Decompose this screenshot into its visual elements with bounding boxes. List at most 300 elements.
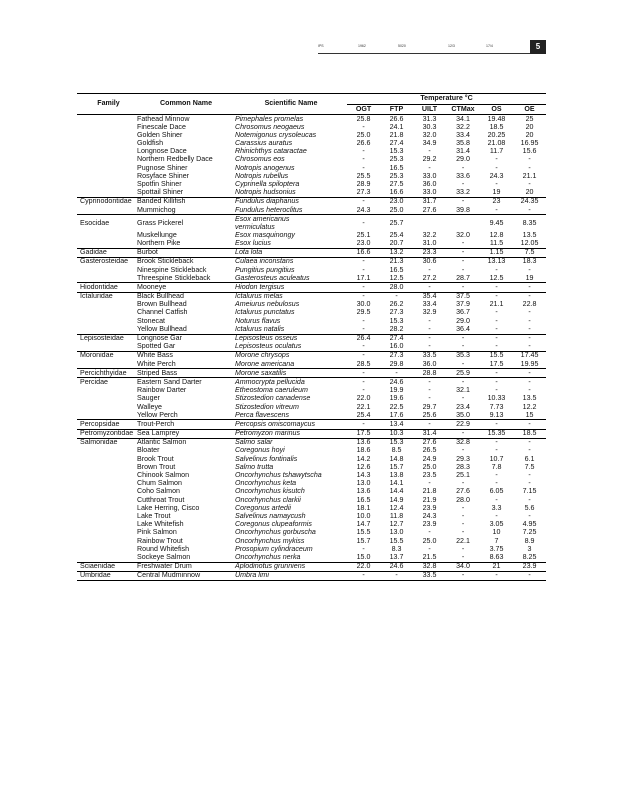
value-cell-ctmax: - — [461, 359, 465, 368]
value-cell-ftp: 19.6 — [389, 394, 404, 403]
value-cell-uilt: - — [428, 342, 431, 351]
family-cell — [77, 545, 137, 553]
value-cell-ogt: 14.7 — [356, 520, 371, 529]
family-cell — [77, 553, 137, 562]
common-name-cell: Longnose Gar — [137, 334, 235, 343]
value-cell-oe: - — [528, 180, 531, 189]
value-cell-ogt: - — [362, 122, 365, 131]
scientific-name-cell: Ictalurus melas — [235, 292, 347, 301]
scientific-name-cell: Lota lota — [235, 248, 347, 257]
value-cell-os: 3.75 — [489, 544, 504, 553]
scientific-name-cell: Salmo trutta — [235, 462, 274, 471]
value-cell-ftp: 12.5 — [389, 273, 404, 282]
value-cell-ftp: 25.0 — [389, 205, 404, 214]
table-row — [77, 274, 546, 283]
family-cell — [77, 140, 137, 148]
value-cell-ftp: 23.0 — [380, 197, 413, 206]
scientific-name-cell: Stizostedion vitreum — [235, 402, 299, 411]
family-cell — [77, 403, 137, 411]
value-cell-oe: - — [528, 511, 531, 520]
value-cell-ogt: 25.8 — [347, 115, 380, 124]
table-row — [77, 488, 546, 496]
family-cell — [77, 472, 137, 480]
value-cell-uilt: 23.3 — [413, 248, 446, 257]
value-cell-ftp: 16.0 — [389, 342, 404, 351]
value-cell-os: - — [495, 155, 498, 164]
common-name-cell: Striped Bass — [137, 369, 235, 378]
value-cell-ogt: 25.4 — [356, 410, 371, 419]
value-cell-ogt: 15.0 — [356, 552, 371, 561]
family-cell — [77, 181, 137, 189]
value-cell-ftp: 20.7 — [389, 238, 404, 247]
common-name-cell: Mummichog — [137, 205, 176, 214]
value-cell-ftp: 24.6 — [380, 562, 413, 571]
scientific-name-cell: Noturus flavus — [235, 316, 281, 325]
value-cell-uilt: - — [413, 283, 446, 292]
value-cell-ftp: 25.3 — [389, 155, 404, 164]
value-cell-uilt: 33.0 — [422, 171, 437, 180]
common-name-cell: Coho Salmon — [137, 487, 180, 496]
family-cell — [77, 164, 137, 172]
value-cell-ctmax: - — [446, 197, 480, 206]
table-row — [77, 403, 546, 411]
value-cell-ogt: - — [347, 215, 380, 232]
value-cell-oe: 5.6 — [524, 503, 535, 512]
scientific-name-cell: Perca flavescens — [235, 410, 290, 419]
common-name-cell: Ninespine Stickleback — [137, 265, 207, 274]
common-name-cell: Northern Redbelly Dace — [137, 155, 213, 164]
value-cell-ftp: 27.4 — [389, 139, 404, 148]
value-cell-uilt: 31.0 — [422, 238, 437, 247]
value-cell-ftp: - — [380, 369, 413, 378]
family-cell — [77, 325, 137, 334]
value-cell-ftp: 14.4 — [389, 487, 404, 496]
value-cell-oe: - — [513, 283, 546, 292]
value-cell-ogt: 25.5 — [356, 171, 371, 180]
common-name-cell: Rainbow Darter — [137, 386, 187, 395]
value-cell-ftp: 27.3 — [389, 308, 404, 317]
value-cell-oe: - — [528, 479, 531, 488]
value-cell-uilt: 33.4 — [422, 300, 437, 309]
family-cell: Gasterosteidae — [77, 257, 137, 266]
value-cell-oe: - — [513, 420, 546, 429]
value-cell-os: 11.5 — [489, 238, 504, 247]
value-cell-ctmax: 37.9 — [456, 300, 470, 309]
value-cell-ogt: 16.6 — [347, 248, 380, 257]
value-cell-ftp: - — [380, 571, 413, 580]
value-cell-oe: 20 — [525, 122, 534, 131]
value-cell-ctmax: - — [461, 503, 465, 512]
value-cell-ctmax: 32.0 — [456, 230, 470, 239]
value-cell-ctmax: - — [461, 479, 465, 488]
value-cell-ctmax: 35.0 — [456, 410, 470, 419]
value-cell-oe: 21.1 — [522, 171, 537, 180]
scientific-name-cell: Cyprinella spiloptera — [235, 180, 300, 189]
value-cell-ftp: 19.9 — [389, 386, 404, 395]
value-cell-ftp: 13.2 — [380, 248, 413, 257]
common-name-cell: Chum Salmon — [137, 479, 182, 488]
scientific-name-cell: Pungitius pungitius — [235, 265, 295, 274]
table-row — [77, 283, 546, 292]
value-cell-ctmax: 25.9 — [446, 369, 480, 378]
value-cell-oe: - — [513, 292, 546, 301]
common-name-cell: Sauger — [137, 394, 160, 403]
family-cell: Lepisosteidae — [77, 334, 137, 343]
family-cell — [77, 480, 137, 488]
scientific-name-cell: Stizostedion canadense — [235, 394, 311, 403]
common-name-cell: Walleye — [137, 402, 162, 411]
value-cell-ctmax: 23.4 — [456, 402, 470, 411]
value-cell-ctmax: - — [461, 394, 465, 403]
value-cell-oe: 20 — [525, 188, 534, 197]
value-cell-os: - — [495, 386, 498, 395]
value-cell-ftp: 28.0 — [380, 283, 413, 292]
scientific-name-line: vermiculatus — [235, 223, 275, 232]
common-name-cell: Round Whitefish — [137, 544, 190, 553]
value-cell-oe: 4.95 — [522, 520, 537, 529]
value-cell-ctmax: 37.5 — [446, 292, 480, 301]
value-cell-uilt: 21.5 — [422, 552, 437, 561]
value-cell-os: 8.63 — [489, 552, 504, 561]
family-cell: Salmonidae — [77, 438, 137, 447]
value-cell-ctmax: 28.3 — [456, 462, 470, 471]
value-cell-oe: - — [528, 342, 531, 351]
table-row — [77, 266, 546, 274]
value-cell-uilt: 23.9 — [422, 520, 437, 529]
value-cell-ftp: 29.8 — [389, 359, 404, 368]
common-name-cell: Freshwater Drum — [137, 562, 235, 571]
header-metric-ctmax: CTMax — [446, 105, 480, 115]
value-cell-uilt: 27.6 — [413, 438, 446, 447]
value-cell-ctmax: 35.8 — [456, 139, 470, 148]
value-cell-uilt: - — [428, 147, 431, 156]
header-metric-ftp: FTP — [380, 105, 413, 115]
value-cell-os: - — [480, 369, 513, 378]
value-cell-ftp: 16.5 — [389, 265, 404, 274]
value-cell-oe: - — [528, 205, 531, 214]
value-cell-uilt: 33.0 — [422, 188, 437, 197]
value-cell-os: 19.48 — [480, 115, 513, 124]
family-cell — [77, 447, 137, 455]
value-cell-os: - — [495, 324, 498, 333]
header-metric-uilt: UILT — [413, 105, 446, 115]
value-cell-oe: 25 — [513, 115, 546, 124]
value-cell-ftp: 13.0 — [389, 528, 404, 537]
scientific-name-cell: Oncorhynchus tshawytscha — [235, 471, 322, 480]
common-name-cell: Lake Whitefish — [137, 520, 184, 529]
common-name-cell: Pugnose Shiner — [137, 163, 188, 172]
value-cell-ogt: - — [362, 324, 365, 333]
table-row — [77, 529, 546, 537]
scientific-name-cell: Morone saxatilis — [235, 369, 347, 378]
value-cell-ctmax: 22.1 — [456, 536, 470, 545]
value-cell-uilt: 29.7 — [422, 402, 437, 411]
value-cell-ogt: 22.0 — [356, 394, 371, 403]
value-cell-ftp: 21.8 — [389, 130, 404, 139]
value-cell-ftp: 15.7 — [389, 462, 404, 471]
family-cell — [77, 301, 137, 309]
value-cell-ctmax: 29.0 — [456, 155, 470, 164]
value-cell-os: 9.13 — [489, 410, 504, 419]
value-cell-ftp: 25.4 — [389, 230, 404, 239]
value-cell-os: 19 — [492, 188, 501, 197]
value-cell-uilt: 23.5 — [422, 471, 437, 480]
value-cell-ctmax: 39.8 — [456, 205, 470, 214]
scientific-name-cell: Rhinichthys cataractae — [235, 147, 307, 156]
value-cell-oe: 6.1 — [524, 454, 535, 463]
value-cell-oe: - — [528, 163, 531, 172]
table-row — [77, 325, 546, 334]
common-name-cell: Brown Bullhead — [137, 300, 187, 309]
value-cell-os: 24.3 — [489, 171, 504, 180]
value-cell-os: - — [480, 334, 513, 343]
header-temperature: Temperature °C — [347, 94, 546, 105]
value-cell-uilt: 32.9 — [422, 308, 437, 317]
common-name-cell: Eastern Sand Darter — [137, 378, 235, 387]
value-cell-ctmax: - — [461, 180, 465, 189]
value-cell-os: 1.15 — [480, 248, 513, 257]
family-cell: Gadidae — [77, 248, 137, 257]
value-cell-ogt: 15.7 — [356, 536, 371, 545]
value-cell-ogt: 25.0 — [356, 130, 371, 139]
table-row — [77, 248, 546, 257]
value-cell-ctmax: - — [446, 571, 480, 580]
value-cell-ftp: 28.2 — [389, 324, 404, 333]
common-name-cell: Spotted Gar — [137, 342, 176, 351]
value-cell-ogt: 30.0 — [356, 300, 371, 309]
value-cell-ctmax: - — [461, 446, 465, 455]
value-cell-oe: - — [528, 265, 531, 274]
value-cell-ogt: 13.0 — [356, 479, 371, 488]
common-name-cell: Central Mudminnow — [137, 571, 235, 580]
value-cell-ctmax: - — [461, 163, 465, 172]
family-cell — [77, 309, 137, 317]
value-cell-ctmax: - — [446, 334, 480, 343]
value-cell-os: 21 — [480, 562, 513, 571]
value-cell-oe: 20 — [525, 130, 534, 139]
family-cell — [77, 274, 137, 283]
header-item: 1962 — [358, 44, 366, 48]
value-cell-ogt: 10.0 — [356, 511, 371, 520]
value-cell-ctmax: 35.3 — [446, 351, 480, 360]
value-cell-ctmax: - — [446, 429, 480, 438]
value-cell-ctmax: 22.9 — [446, 420, 480, 429]
family-cell: Hiodontidae — [77, 283, 137, 292]
common-name-cell: Spotfin Shiner — [137, 180, 182, 189]
scientific-name-cell: Ictalurus natalis — [235, 324, 285, 333]
value-cell-ftp: 8.5 — [391, 446, 402, 455]
value-cell-ftp: 14.8 — [389, 454, 404, 463]
value-cell-ctmax: 34.0 — [446, 562, 480, 571]
family-cell: Percopsidae — [77, 420, 137, 429]
value-cell-uilt: 32.2 — [422, 230, 437, 239]
common-name-cell: Brook Trout — [137, 454, 174, 463]
value-cell-uilt: - — [413, 378, 446, 387]
scientific-name-cell: Esox masquinongy — [235, 230, 295, 239]
scientific-name-cell: Etheostoma caeruleum — [235, 386, 308, 395]
scientific-name-cell: Umbra limi — [235, 571, 347, 580]
value-cell-os: - — [480, 283, 513, 292]
value-cell-os: 18.5 — [489, 122, 504, 131]
value-cell-uilt: 31.7 — [413, 197, 446, 206]
value-cell-os: - — [480, 292, 513, 301]
value-cell-os: 3.3 — [491, 503, 502, 512]
scientific-name-cell: Aplodinotus grunniens — [235, 562, 347, 571]
common-name-cell: Spottail Shiner — [137, 188, 184, 197]
header-item: 17/4 — [486, 44, 493, 48]
value-cell-ctmax: 32.8 — [446, 438, 480, 447]
scientific-name-cell: Salmo salar — [235, 438, 347, 447]
scientific-name-cell: Oncorhynchus keta — [235, 479, 297, 488]
family-cell: Petromyzontidae — [77, 429, 137, 438]
value-cell-ogt: - — [347, 571, 380, 580]
value-cell-ftp: 27.5 — [389, 180, 404, 189]
value-cell-oe: - — [513, 571, 546, 580]
value-cell-ogt: 14.2 — [356, 454, 371, 463]
table-row — [77, 206, 546, 215]
value-cell-oe: - — [528, 308, 531, 317]
value-cell-os: 20.25 — [487, 130, 506, 139]
value-cell-os: - — [495, 446, 498, 455]
value-cell-ogt: - — [362, 147, 365, 156]
scientific-name-cell: Notemigonus crysoleucas — [235, 130, 317, 139]
common-name-cell: Stonecat — [137, 316, 166, 325]
table-row — [77, 156, 546, 164]
scientific-name-cell: Ameiurus nebulosus — [235, 300, 300, 309]
value-cell-ogt: 16.5 — [356, 495, 371, 504]
value-cell-ogt: - — [347, 420, 380, 429]
value-cell-ftp: 24.1 — [389, 122, 404, 131]
value-cell-ogt: 26.6 — [356, 139, 371, 148]
family-cell: Umbridae — [77, 571, 137, 580]
value-cell-oe: - — [513, 438, 546, 447]
common-name-cell: Golden Shiner — [137, 130, 183, 139]
value-cell-uilt: 31.3 — [413, 115, 446, 124]
value-cell-os: - — [495, 495, 498, 504]
value-cell-os: - — [495, 471, 498, 480]
common-name-cell: Finescale Dace — [137, 122, 186, 131]
family-cell — [77, 317, 137, 325]
value-cell-ftp: 13.8 — [389, 471, 404, 480]
scientific-name-cell: Oncorhynchus nerka — [235, 552, 301, 561]
value-cell-oe: 13.5 — [522, 230, 537, 239]
table-row — [77, 429, 546, 438]
value-cell-ctmax: - — [446, 283, 480, 292]
common-name-cell: Northern Pike — [137, 238, 181, 247]
common-name-cell: Chinook Salmon — [137, 471, 190, 480]
value-cell-os: - — [480, 420, 513, 429]
value-cell-ogt: - — [362, 163, 365, 172]
table-row — [77, 343, 546, 352]
value-cell-oe: 8.25 — [522, 552, 537, 561]
value-cell-os: 7.73 — [489, 402, 504, 411]
value-cell-os: 10.7 — [489, 454, 504, 463]
value-cell-oe: 7.5 — [524, 462, 535, 471]
scientific-name-cell: Prosopium cylindraceum — [235, 544, 313, 553]
family-cell — [77, 148, 137, 156]
value-cell-uilt: 36.0 — [422, 359, 437, 368]
value-cell-ctmax — [446, 215, 480, 232]
value-cell-uilt: 21.9 — [422, 495, 437, 504]
value-cell-os: - — [495, 205, 498, 214]
value-cell-oe: 18.3 — [513, 257, 546, 266]
header-item: IPS — [318, 44, 324, 48]
common-name-cell: Burbot — [137, 248, 235, 257]
value-cell-ctmax: 33.6 — [456, 171, 470, 180]
scientific-name-cell: Coregonus artedii — [235, 503, 291, 512]
value-cell-ftp: 27.4 — [380, 334, 413, 343]
value-cell-ftp: 26.6 — [380, 115, 413, 124]
value-cell-os: - — [495, 316, 498, 325]
value-cell-oe: 3 — [527, 544, 532, 553]
value-cell-ftp: 15.3 — [380, 438, 413, 447]
value-cell-os: - — [480, 378, 513, 387]
value-cell-os: 11.7 — [489, 147, 504, 156]
value-cell-ctmax: 25.1 — [456, 471, 470, 480]
value-cell-os: - — [495, 163, 498, 172]
value-cell-oe: - — [528, 316, 531, 325]
value-cell-ogt: - — [347, 283, 380, 292]
scientific-name-cell: Salvelinus namaycush — [235, 511, 306, 520]
scientific-name-cell: Chrosomus eos — [235, 155, 285, 164]
value-cell-oe: - — [528, 446, 531, 455]
value-cell-ogt: 28.5 — [356, 359, 371, 368]
common-name-cell: Atlantic Salmon — [137, 438, 235, 447]
table-row — [77, 411, 546, 420]
scientific-name-cell: Coregonus hoyi — [235, 446, 285, 455]
scientific-name-cell: Fundulus diaphanus — [235, 197, 347, 206]
value-cell-os: 17.5 — [489, 359, 504, 368]
value-cell-ogt: 29.5 — [356, 308, 371, 317]
scientific-name-cell: Oncorhynchus kisutch — [235, 487, 305, 496]
value-cell-uilt — [413, 215, 446, 232]
family-cell — [77, 488, 137, 496]
value-cell-os: 3.05 — [489, 520, 504, 529]
value-cell-ogt: - — [347, 257, 380, 266]
header-rule — [318, 53, 530, 54]
scientific-name-cell: Lepisosteus osseus — [235, 334, 347, 343]
family-cell — [77, 239, 137, 248]
value-cell-uilt: - — [428, 265, 431, 274]
scientific-name-cell: Oncorhynchus gorbuscha — [235, 528, 316, 537]
common-name-cell: Longnose Dace — [137, 147, 187, 156]
family-cell — [77, 496, 137, 504]
value-cell-oe: 19 — [525, 273, 534, 282]
family-cell — [77, 156, 137, 164]
value-cell-os: - — [480, 438, 513, 447]
value-cell-os: 12.8 — [489, 230, 504, 239]
header-metric-os: OS — [480, 105, 513, 115]
value-cell-ogt: - — [362, 342, 365, 351]
common-name-cell: Grass Pickerel — [137, 215, 235, 232]
value-cell-uilt: 25.0 — [422, 462, 437, 471]
common-name-cell: Goldfish — [137, 139, 164, 148]
scientific-name-cell: Ictalurus punctatus — [235, 308, 295, 317]
header-scientific-name: Scientific Name — [235, 94, 347, 115]
family-cell — [77, 172, 137, 180]
value-cell-oe: - — [528, 495, 531, 504]
value-cell-ctmax: - — [461, 520, 465, 529]
value-cell-ctmax: - — [461, 552, 465, 561]
value-cell-ogt: 14.3 — [356, 471, 371, 480]
value-cell-os: - — [495, 342, 498, 351]
value-cell-ogt: - — [362, 155, 365, 164]
value-cell-oe: 12.05 — [520, 238, 539, 247]
table-row — [77, 395, 546, 403]
value-cell-ctmax: 31.4 — [456, 147, 470, 156]
value-cell-uilt: 21.8 — [422, 487, 437, 496]
scientific-name-cell: Pimephales promelas — [235, 115, 347, 124]
